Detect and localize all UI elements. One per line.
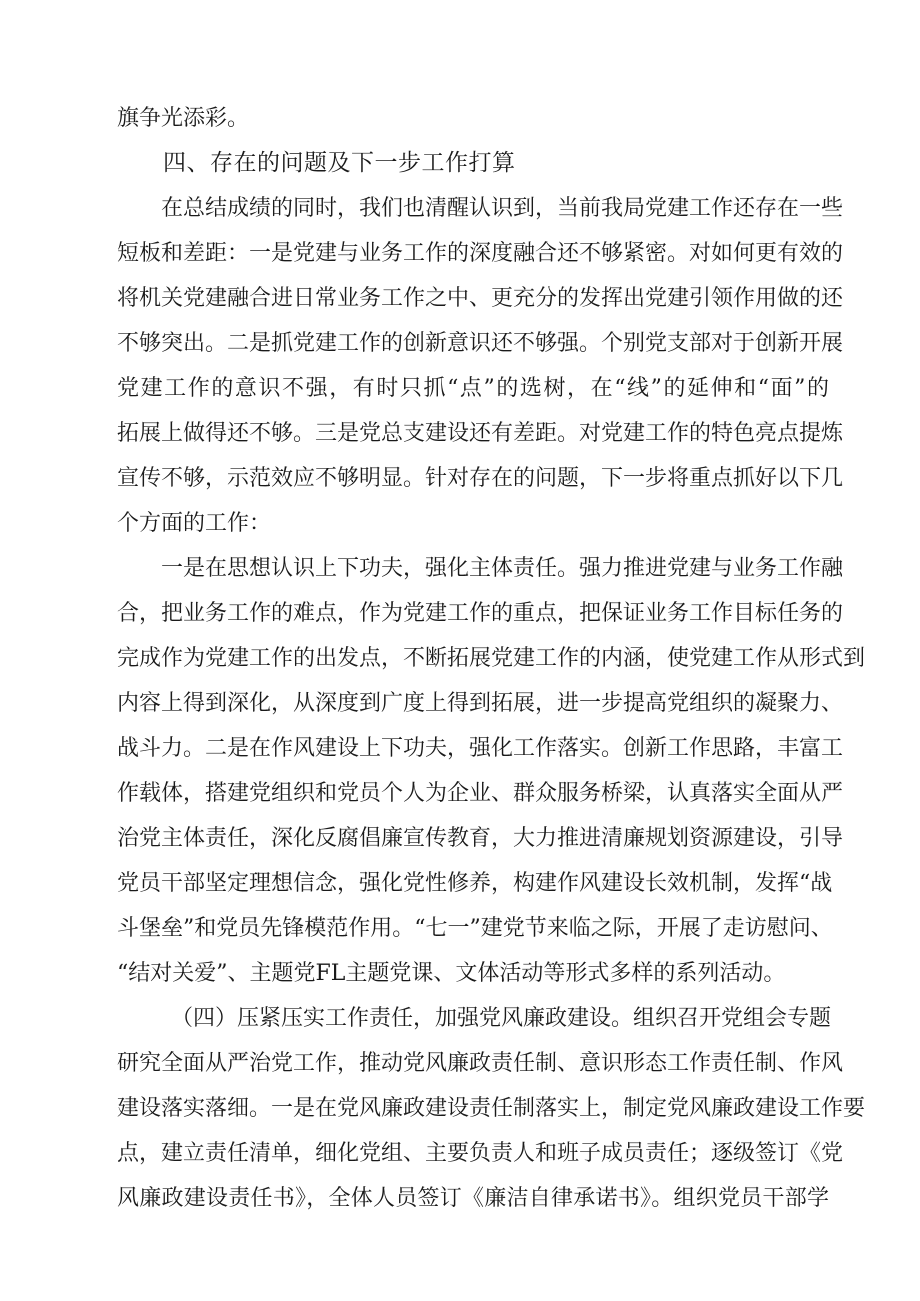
paragraph-line: “结对关爱”、主题党FL主题党课、文体活动等形式多样的系列活动。 xyxy=(117,961,786,986)
paragraph-line: 建设落实落细。一是在党风廉政建设责任制落实上，制定党风廉政建设工作要 xyxy=(117,1096,866,1121)
paragraph-line: 完成作为党建工作的出发点，不断拓展党建工作的内涵，使党建工作从形式到 xyxy=(117,646,866,671)
paragraph-line: 研究全面从严治党工作，推动党风廉政责任制、意识形态工作责任制、作风 xyxy=(117,1051,844,1076)
paragraph-line: 战斗力。二是在作风建设上下功夫，强化工作落实。创新工作思路，丰富工 xyxy=(117,736,844,761)
paragraph-line: 党员干部坚定理想信念，强化党性修养，构建作风建设长效机制，发挥“战 xyxy=(117,871,833,896)
paragraph-line: 不够突出。二是抓党建工作的创新意识还不够强。个别党支部对于创新开展 xyxy=(117,331,844,356)
paragraph-line: 合，把业务工作的难点，作为党建工作的重点，把保证业务工作目标任务的 xyxy=(117,601,844,626)
section-heading: 四、存在的问题及下一步工作打算 xyxy=(163,150,516,176)
paragraph-line: 宣传不够，示范效应不够明显。针对存在的问题，下一步将重点抓好以下几 xyxy=(117,466,844,491)
paragraph-line: 短板和差距：一是党建与业务工作的深度融合还不够紧密。对如何更有效的 xyxy=(117,241,844,266)
paragraph-line: 拓展上做得还不够。三是党总支建设还有差距。对党建工作的特色亮点提炼 xyxy=(117,421,844,446)
paragraph-line: 一是在思想认识上下功夫，强化主体责任。强力推进党建与业务工作融 xyxy=(161,556,844,581)
paragraph-line: 在总结成绩的同时，我们也清醒认识到，当前我局党建工作还存在一些 xyxy=(161,196,844,221)
paragraph-line: 内容上得到深化，从深度到广度上得到拓展，进一步提高党组织的凝聚力、 xyxy=(117,691,844,716)
paragraph-line: 斗堡垒”和党员先锋模范作用。“七一”建党节来临之际，开展了走访慰问、 xyxy=(117,916,833,941)
paragraph-line: 旗争光添彩。 xyxy=(117,106,250,131)
paragraph-line: 点，建立责任清单，细化党组、主要负责人和班子成员责任；逐级签订《党 xyxy=(117,1141,844,1166)
paragraph-line: 个方面的工作： xyxy=(117,511,272,536)
paragraph-line: 作载体，搭建党组织和党员个人为企业、群众服务桥梁，认真落实全面从严 xyxy=(117,781,844,806)
document-body xyxy=(117,96,866,1221)
paragraph-line: 治党主体责任，深化反腐倡廉宣传教育，大力推进清廉规划资源建设，引导 xyxy=(117,826,844,851)
paragraph-line: 党建工作的意识不强，有时只抓“点”的选树，在“线”的延伸和“面”的 xyxy=(117,376,829,401)
paragraph-line: （四）压紧压实工作责任，加强党风廉政建设。组织召开党组会专题 xyxy=(171,1006,832,1031)
paragraph-line: 风廉政建设责任书》，全体人员签订《廉洁自律承诺书》。组织党员干部学 xyxy=(117,1186,829,1211)
paragraph-line: 将机关党建融合进日常业务工作之中、更充分的发挥出党建引领作用做的还 xyxy=(117,286,844,311)
